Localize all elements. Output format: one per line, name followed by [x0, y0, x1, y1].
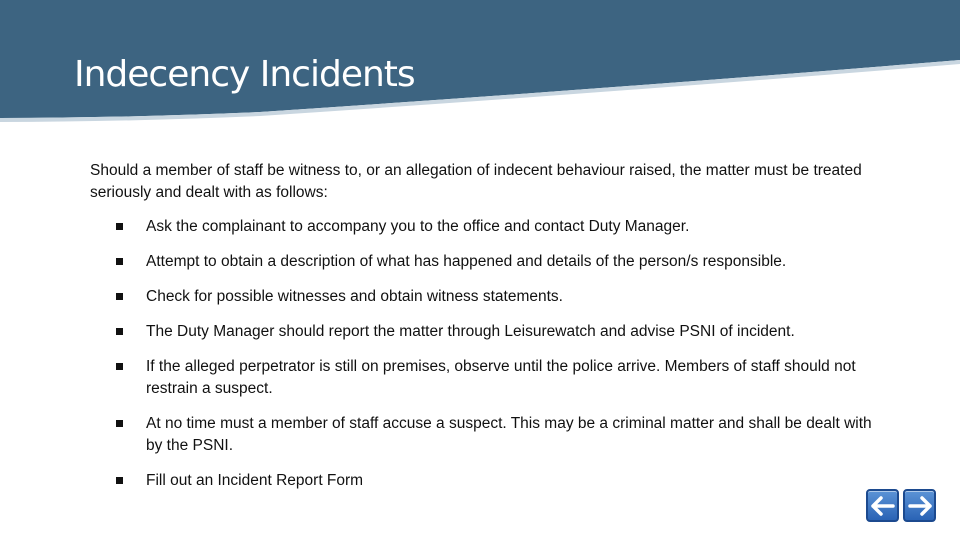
square-bullet-icon [116, 258, 123, 265]
arrow-left-icon [871, 496, 895, 516]
list-item-text: The Duty Manager should report the matter through Leisurewatch and advise PSNI of incident. [146, 323, 795, 340]
list-item [116, 216, 886, 238]
slide-title: Indecency Incidents [74, 54, 415, 95]
list-item [116, 321, 886, 343]
list-item-text: Fill out an Incident Report Form [146, 472, 364, 489]
square-bullet-icon [116, 328, 123, 335]
square-bullet-icon [116, 420, 123, 427]
list-item-text: At no time must a member of staff accuse a suspect. This may be a criminal matter and shall be dealt with by the PSNI. [146, 415, 872, 454]
list-item-text: Check for possible witnesses and obtain witness statements. [146, 288, 563, 305]
square-bullet-icon [116, 223, 123, 230]
list-item-text: Ask the complainant to accompany you to the office and contact Duty Manager. [146, 218, 690, 235]
square-bullet-icon [116, 293, 123, 300]
list-item [116, 251, 886, 273]
next-slide-button[interactable] [903, 489, 936, 522]
intro-paragraph: Should a member of staff be witness to, or an allegation of indecent behaviour raised, the matter must be treated seriously and dealt with as follows: [90, 162, 862, 201]
bullet-list [116, 216, 886, 505]
list-item [116, 356, 886, 400]
list-item [116, 286, 886, 308]
arrow-right-icon [908, 496, 932, 516]
square-bullet-icon [116, 363, 123, 370]
list-item [116, 413, 886, 457]
list-item-text: Attempt to obtain a description of what has happened and details of the person/s responsible. [146, 253, 787, 270]
square-bullet-icon [116, 477, 123, 484]
slide-navigation [866, 489, 936, 522]
previous-slide-button[interactable] [866, 489, 899, 522]
list-item [116, 470, 886, 492]
list-item-text: If the alleged perpetrator is still on premises, observe until the police arrive. Members of staff should not restrain a suspect. [146, 358, 856, 397]
